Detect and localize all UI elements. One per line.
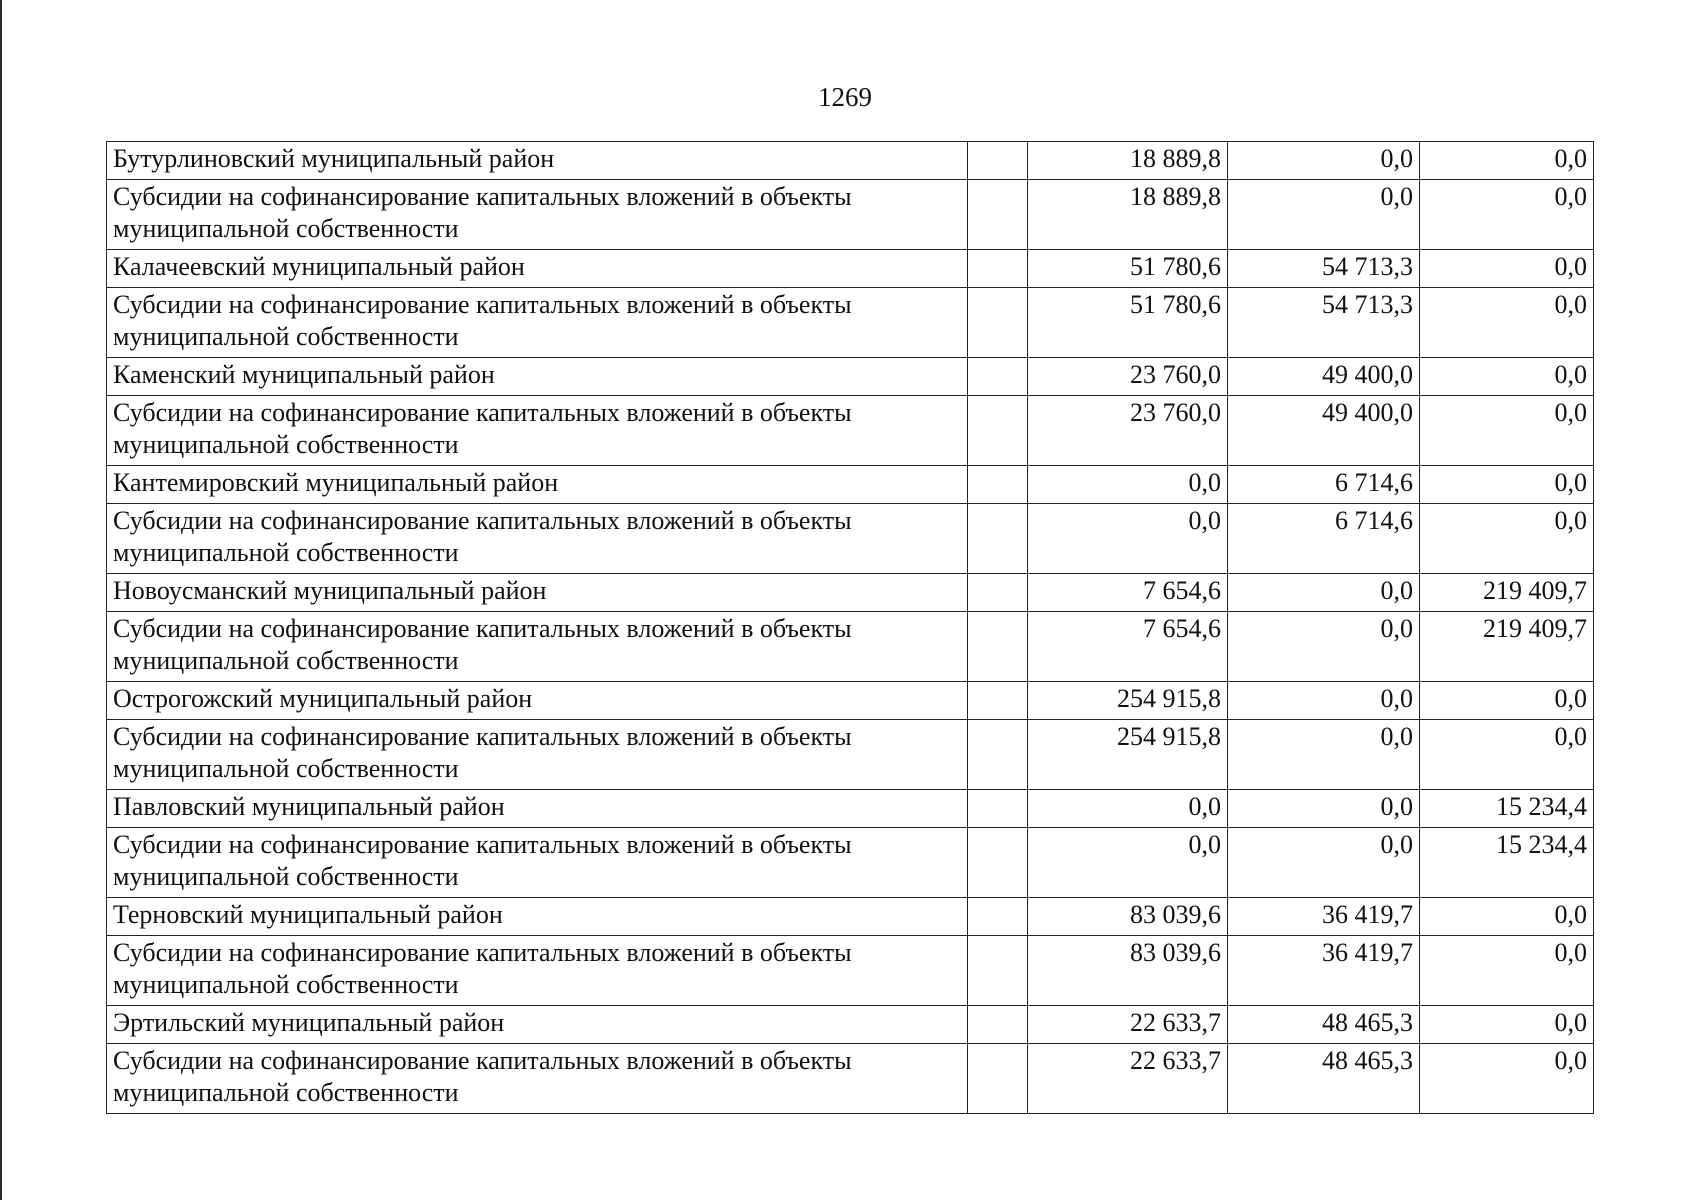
table-row [107,250,1594,288]
value-3: 15 234,4 [1420,790,1594,828]
value-2: 54 713,3 [1228,250,1420,288]
value-3: 0,0 [1420,396,1594,466]
empty-cell [968,790,1028,828]
value-1: 83 039,6 [1028,898,1228,936]
row-name: Эртильский муниципальный район [107,1006,968,1044]
empty-cell [968,466,1028,504]
empty-cell [968,936,1028,1006]
value-1: 254 915,8 [1028,720,1228,790]
row-name: Субсидии на софинансирование капитальных вложений в объекты муниципальной собственности [107,936,968,1006]
table-row [107,936,1594,1006]
table-row [107,466,1594,504]
empty-cell [968,180,1028,250]
value-1: 18 889,8 [1028,142,1228,180]
row-name: Терновский муниципальный район [107,898,968,936]
table-row [107,1044,1594,1114]
row-name: Субсидии на софинансирование капитальных вложений в объекты муниципальной собственности [107,288,968,358]
row-name: Калачеевский муниципальный район [107,250,968,288]
value-3: 0,0 [1420,250,1594,288]
value-3: 0,0 [1420,936,1594,1006]
value-1: 51 780,6 [1028,288,1228,358]
value-3: 0,0 [1420,466,1594,504]
empty-cell [968,358,1028,396]
row-name: Субсидии на софинансирование капитальных вложений в объекты муниципальной собственности [107,828,968,898]
empty-cell [968,396,1028,466]
row-name: Острогожский муниципальный район [107,682,968,720]
value-3: 219 409,7 [1420,612,1594,682]
row-name: Субсидии на софинансирование капитальных вложений в объекты муниципальной собственности [107,504,968,574]
empty-cell [968,682,1028,720]
table-row [107,612,1594,682]
value-1: 254 915,8 [1028,682,1228,720]
value-1: 51 780,6 [1028,250,1228,288]
value-3: 0,0 [1420,898,1594,936]
value-3: 0,0 [1420,180,1594,250]
value-1: 22 633,7 [1028,1006,1228,1044]
value-1: 0,0 [1028,504,1228,574]
empty-cell [968,898,1028,936]
value-2: 0,0 [1228,574,1420,612]
value-2: 49 400,0 [1228,358,1420,396]
table-row [107,180,1594,250]
row-name: Субсидии на софинансирование капитальных вложений в объекты муниципальной собственности [107,720,968,790]
empty-cell [968,504,1028,574]
value-2: 0,0 [1228,682,1420,720]
value-2: 6 714,6 [1228,466,1420,504]
table-row [107,1006,1594,1044]
value-3: 0,0 [1420,1006,1594,1044]
row-name: Субсидии на софинансирование капитальных вложений в объекты муниципальной собственности [107,396,968,466]
empty-cell [968,720,1028,790]
value-2: 48 465,3 [1228,1006,1420,1044]
value-3: 0,0 [1420,504,1594,574]
row-name: Каменский муниципальный район [107,358,968,396]
table-row [107,828,1594,898]
value-3: 0,0 [1420,142,1594,180]
value-1: 0,0 [1028,790,1228,828]
empty-cell [968,288,1028,358]
row-name: Субсидии на софинансирование капитальных вложений в объекты муниципальной собственности [107,180,968,250]
value-1: 23 760,0 [1028,396,1228,466]
budget-table [106,141,1594,1114]
empty-cell [968,574,1028,612]
empty-cell [968,612,1028,682]
value-1: 83 039,6 [1028,936,1228,1006]
row-name: Субсидии на софинансирование капитальных вложений в объекты муниципальной собственности [107,1044,968,1114]
value-2: 0,0 [1228,828,1420,898]
empty-cell [968,142,1028,180]
value-1: 7 654,6 [1028,574,1228,612]
empty-cell [968,250,1028,288]
table-row [107,720,1594,790]
value-1: 22 633,7 [1028,1044,1228,1114]
table-row [107,288,1594,358]
value-3: 0,0 [1420,288,1594,358]
row-name: Павловский муниципальный район [107,790,968,828]
table-row [107,396,1594,466]
row-name: Кантемировский муниципальный район [107,466,968,504]
row-name: Новоусманский муниципальный район [107,574,968,612]
value-2: 6 714,6 [1228,504,1420,574]
value-1: 7 654,6 [1028,612,1228,682]
value-3: 15 234,4 [1420,828,1594,898]
empty-cell [968,828,1028,898]
table-row [107,574,1594,612]
empty-cell [968,1006,1028,1044]
page-number: 1269 [818,82,872,112]
row-name: Бутурлиновский муниципальный район [107,142,968,180]
table-row [107,358,1594,396]
value-1: 0,0 [1028,466,1228,504]
value-2: 48 465,3 [1228,1044,1420,1114]
table-row [107,142,1594,180]
table-row [107,504,1594,574]
value-1: 0,0 [1028,828,1228,898]
value-1: 23 760,0 [1028,358,1228,396]
empty-cell [968,1044,1028,1114]
value-2: 0,0 [1228,180,1420,250]
value-3: 0,0 [1420,1044,1594,1114]
value-3: 219 409,7 [1420,574,1594,612]
value-2: 36 419,7 [1228,898,1420,936]
scan-edge-line [0,0,2,1200]
value-3: 0,0 [1420,358,1594,396]
table-row [107,682,1594,720]
value-2: 36 419,7 [1228,936,1420,1006]
value-2: 0,0 [1228,790,1420,828]
value-1: 18 889,8 [1028,180,1228,250]
value-2: 49 400,0 [1228,396,1420,466]
table-row [107,790,1594,828]
value-2: 0,0 [1228,142,1420,180]
table-row [107,898,1594,936]
value-3: 0,0 [1420,720,1594,790]
row-name: Субсидии на софинансирование капитальных вложений в объекты муниципальной собственности [107,612,968,682]
value-2: 0,0 [1228,612,1420,682]
value-2: 0,0 [1228,720,1420,790]
value-2: 54 713,3 [1228,288,1420,358]
value-3: 0,0 [1420,682,1594,720]
